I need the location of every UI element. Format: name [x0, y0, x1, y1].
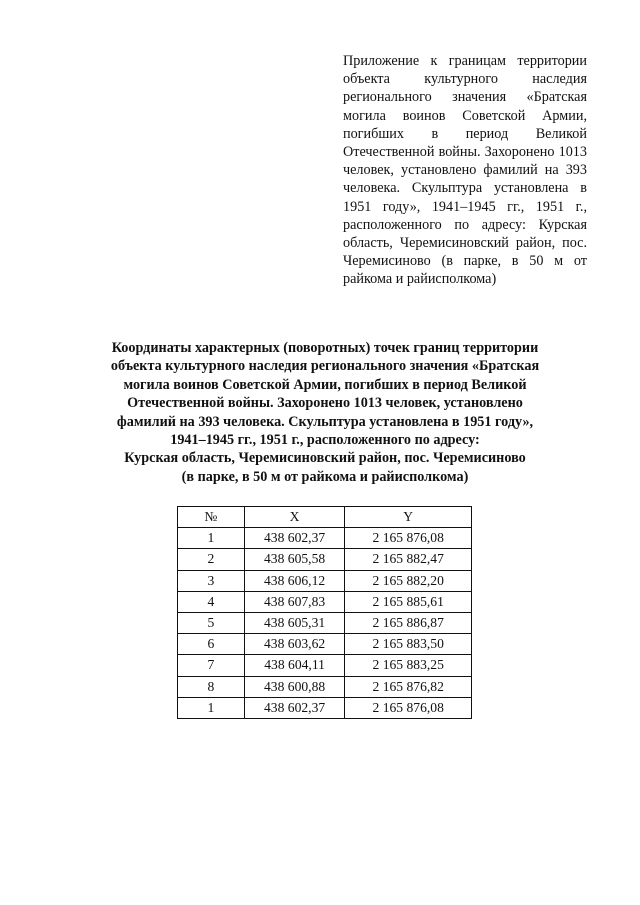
title-line: (в парке, в 50 м от райкома и райисполкома) — [181, 468, 469, 485]
y-coordinate: 2 165 882,47 — [345, 549, 472, 570]
point-number: 8 — [178, 676, 245, 697]
y-coordinate: 2 165 883,50 — [345, 634, 472, 655]
table-row — [178, 634, 472, 655]
y-coordinate: 2 165 876,08 — [345, 697, 472, 718]
table-row — [178, 697, 472, 718]
table-row — [178, 591, 472, 612]
document-title — [80, 339, 570, 486]
point-number: 5 — [178, 612, 245, 633]
x-coordinate: 438 606,12 — [244, 570, 345, 591]
y-coordinate: 2 165 885,61 — [345, 591, 472, 612]
header-x: X — [244, 507, 345, 528]
x-coordinate: 438 600,88 — [244, 676, 345, 697]
header-number: № — [178, 507, 245, 528]
table-row — [178, 528, 472, 549]
coordinates-table — [177, 506, 472, 719]
y-coordinate: 2 165 876,82 — [345, 676, 472, 697]
x-coordinate: 438 607,83 — [244, 591, 345, 612]
appendix-note: Приложение к границам территории объекта культурного наследия регионального значения «Братская могила воинов Советской Армии, погибших в период Великой Отечественной войны. Захоронено 1013 человек, установлено фамилий на 393 человека. Скульптура установлена в 1951 году», 1941–1945 гг., 1951 г., расположенного по адресу: Курская область, Черемисиновский район, пос. Черемисиново (в парке, в 50 м от райкома и райисполкома) — [343, 53, 587, 288]
point-number: 3 — [178, 570, 245, 591]
point-number: 7 — [178, 655, 245, 676]
y-coordinate: 2 165 876,08 — [345, 528, 472, 549]
x-coordinate: 438 605,58 — [244, 549, 345, 570]
y-coordinate: 2 165 882,20 — [345, 570, 472, 591]
title-line: Координаты характерных (поворотных) точек границ территории — [111, 340, 539, 356]
x-coordinate: 438 603,62 — [244, 634, 345, 655]
y-coordinate: 2 165 886,87 — [345, 612, 472, 633]
x-coordinate: 438 602,37 — [244, 697, 345, 718]
title-line: Курская область, Черемисиновский район, пос. Черемисиново — [124, 450, 526, 467]
point-number: 1 — [178, 697, 245, 718]
y-coordinate: 2 165 883,25 — [345, 655, 472, 676]
table-row — [178, 676, 472, 697]
title-line: 1941–1945 гг., 1951 г., расположенного по адресу: — [170, 432, 480, 449]
table-row — [178, 549, 472, 570]
x-coordinate: 438 605,31 — [244, 612, 345, 633]
point-number: 2 — [178, 549, 245, 570]
header-y: Y — [345, 507, 472, 528]
x-coordinate: 438 604,11 — [244, 655, 345, 676]
title-line: фамилий на 393 человека. Скульптура установлена в 1951 году», — [116, 413, 534, 430]
title-line: Отечественной войны. Захоронено 1013 человек, установлено — [127, 395, 523, 412]
x-coordinate: 438 602,37 — [244, 528, 345, 549]
title-line: объекта культурного наследия регионального значения «Братская — [110, 358, 540, 375]
point-number: 4 — [178, 591, 245, 612]
point-number: 6 — [178, 634, 245, 655]
title-line: могила воинов Советской Армии, погибших в период Великой — [123, 376, 527, 393]
table-header-row — [178, 507, 472, 528]
table-row — [178, 570, 472, 591]
table-row — [178, 655, 472, 676]
table-row — [178, 612, 472, 633]
point-number: 1 — [178, 528, 245, 549]
